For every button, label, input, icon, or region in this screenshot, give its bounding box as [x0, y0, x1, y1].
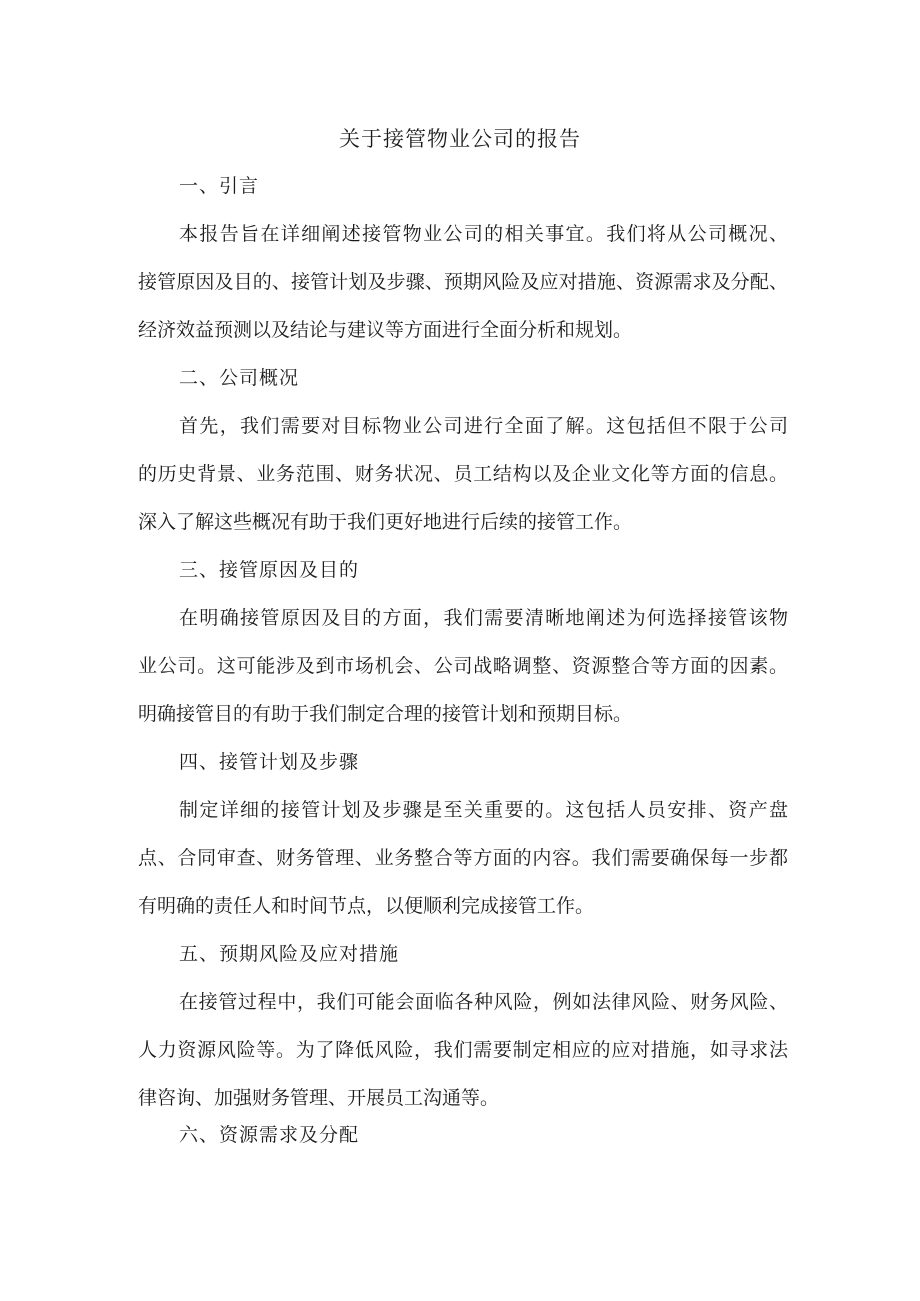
- section-heading: 四、接管计划及步骤: [179, 751, 360, 773]
- section-heading: 六、资源需求及分配: [179, 1124, 360, 1146]
- paragraph-line: 有明确的责任人和时间节点，以便顺利完成接管工作。: [138, 895, 595, 917]
- section-heading: 二、公司概况: [179, 367, 300, 389]
- paragraph-line: 律咨询、加强财务管理、开展员工沟通等。: [138, 1087, 500, 1109]
- paragraph-line: 业公司。这可能涉及到市场机会、公司战略调整、资源整合等方面的因素。: [138, 655, 788, 677]
- paragraph-line: 制定详细的接管计划及步骤是至关重要的。这包括人员安排、资产盘: [179, 799, 788, 821]
- paragraph-line: 在接管过程中，我们可能会面临各种风险，例如法律风险、财务风险、: [179, 991, 788, 1013]
- paragraph-line: 首先，我们需要对目标物业公司进行全面了解。这包括但不限于公司: [179, 415, 788, 437]
- paragraph-line: 的历史背景、业务范围、财务状况、员工结构以及企业文化等方面的信息。: [138, 463, 788, 485]
- paragraph-line: 点、合同审查、财务管理、业务整合等方面的内容。我们需要确保每一步都: [138, 847, 788, 869]
- paragraph-line: 深入了解这些概况有助于我们更好地进行后续的接管工作。: [138, 511, 633, 533]
- section-heading: 一、引言: [179, 175, 260, 197]
- section-heading: 三、接管原因及目的: [179, 559, 360, 581]
- paragraph-line: 在明确接管原因及目的方面，我们需要清晰地阐述为何选择接管该物: [179, 607, 788, 629]
- paragraph-line: 接管原因及目的、接管计划及步骤、预期风险及应对措施、资源需求及分配、: [138, 271, 788, 293]
- document-title: 关于接管物业公司的报告: [339, 127, 581, 151]
- paragraph-line: 经济效益预测以及结论与建议等方面进行全面分析和规划。: [138, 319, 633, 341]
- paragraph-line: 人力资源风险等。为了降低风险，我们需要制定相应的应对措施，如寻求法: [138, 1039, 788, 1061]
- section-heading: 五、预期风险及应对措施: [179, 943, 400, 965]
- paragraph-line: 明确接管目的有助于我们制定合理的接管计划和预期目标。: [138, 703, 633, 725]
- paragraph-line: 本报告旨在详细阐述接管物业公司的相关事宜。我们将从公司概况、: [179, 223, 788, 245]
